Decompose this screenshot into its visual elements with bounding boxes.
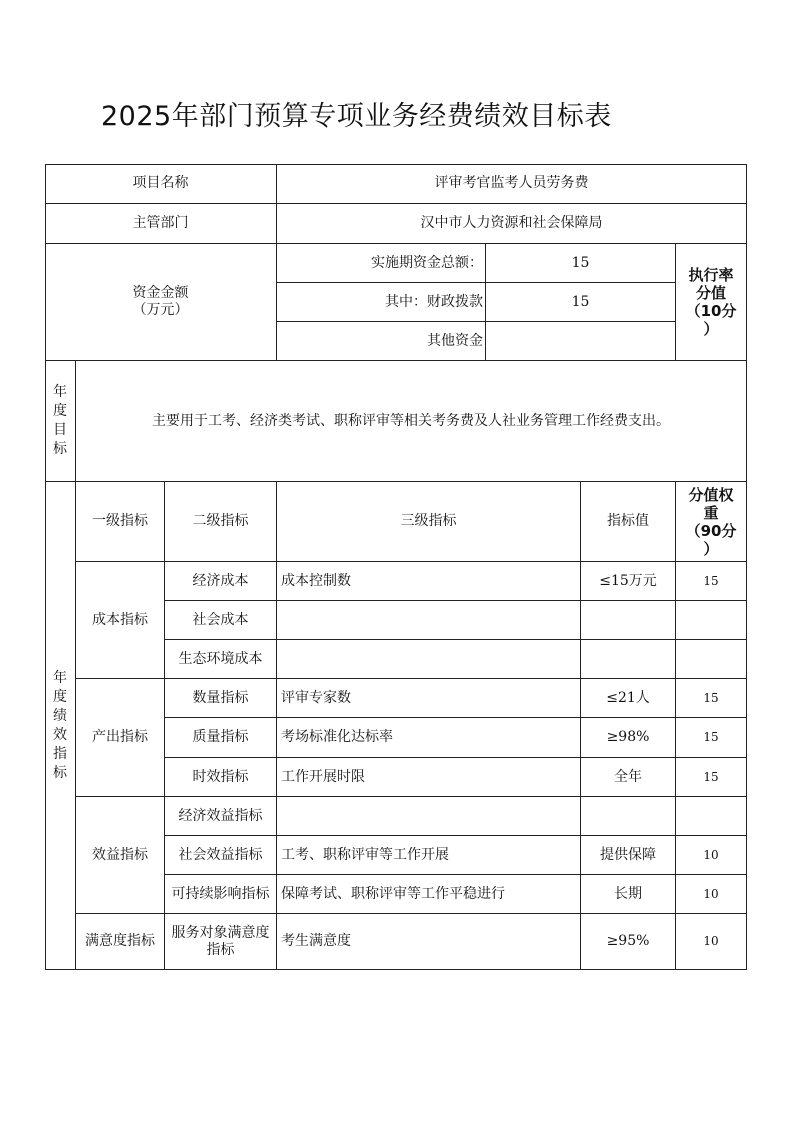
row-value: ≤15万元 bbox=[581, 562, 676, 601]
row-weight: 15 bbox=[676, 679, 747, 718]
row-level3: 工作开展时限 bbox=[277, 758, 581, 797]
row-level3: 考生满意度 bbox=[277, 914, 581, 970]
annual-goal-label bbox=[45, 361, 76, 482]
level1-satisfaction: 满意度指标 bbox=[76, 914, 165, 970]
row-level3: 保障考试、职称评审等工作平稳进行 bbox=[277, 875, 581, 914]
page-title: 2025年部门预算专项业务经费绩效目标表 bbox=[101, 101, 612, 132]
indicators-section-label-text: 年 度 绩 效 指 标 bbox=[53, 669, 67, 781]
row-weight: 10 bbox=[676, 914, 747, 970]
funds-other-value bbox=[486, 322, 676, 361]
row-value: 长期 bbox=[581, 875, 676, 914]
row-level2: 生态环境成本 bbox=[165, 640, 277, 679]
row-level3 bbox=[277, 797, 581, 836]
row-level2: 时效指标 bbox=[165, 758, 277, 797]
row-value: ≥98% bbox=[581, 718, 676, 758]
row-level3 bbox=[277, 601, 581, 640]
funds-other-label: 其他资金 bbox=[277, 322, 486, 361]
level1-output: 产出指标 bbox=[76, 679, 165, 797]
project-name-label: 项目名称 bbox=[45, 164, 277, 204]
row-level2: 社会效益指标 bbox=[165, 836, 277, 875]
header-value: 指标值 bbox=[581, 482, 676, 562]
row-level3: 成本控制数 bbox=[277, 562, 581, 601]
row-level2: 服务对象满意度指标 bbox=[165, 914, 277, 970]
row-level2: 数量指标 bbox=[165, 679, 277, 718]
row-weight bbox=[676, 601, 747, 640]
funds-total-value: 15 bbox=[486, 244, 676, 283]
row-weight: 15 bbox=[676, 758, 747, 797]
level1-benefit: 效益指标 bbox=[76, 797, 165, 914]
header-level1: 一级指标 bbox=[76, 482, 165, 562]
row-weight bbox=[676, 640, 747, 679]
row-level3: 工考、职称评审等工作开展 bbox=[277, 836, 581, 875]
row-level2: 社会成本 bbox=[165, 601, 277, 640]
dept-label: 主管部门 bbox=[45, 204, 277, 244]
funds-total-label: 实施期资金总额： bbox=[277, 244, 486, 283]
annual-goal-label-text: 年 度 目 标 bbox=[53, 384, 67, 457]
performance-table bbox=[45, 164, 747, 970]
row-value bbox=[581, 640, 676, 679]
row-level2: 经济效益指标 bbox=[165, 797, 277, 836]
dept-value: 汉中市人力资源和社会保障局 bbox=[277, 204, 747, 244]
exec-rate-score: 执行率 分值 （10分 ） bbox=[676, 244, 747, 361]
funds-fiscal-value: 15 bbox=[486, 283, 676, 322]
row-level3: 评审专家数 bbox=[277, 679, 581, 718]
project-name-value: 评审考官监考人员劳务费 bbox=[277, 164, 747, 204]
row-value: 全年 bbox=[581, 758, 676, 797]
row-value bbox=[581, 601, 676, 640]
funds-fiscal-label: 其中：财政拨款 bbox=[277, 283, 486, 322]
indicators-section-label bbox=[45, 482, 76, 970]
level1-cost: 成本指标 bbox=[76, 562, 165, 679]
row-value: ≥95% bbox=[581, 914, 676, 970]
header-level2: 二级指标 bbox=[165, 482, 277, 562]
annual-goal-value: 主要用于工考、经济类考试、职称评审等相关考务费及人社业务管理工作经费支出。 bbox=[76, 361, 747, 482]
row-value: ≤21人 bbox=[581, 679, 676, 718]
row-weight: 15 bbox=[676, 562, 747, 601]
row-value bbox=[581, 797, 676, 836]
row-weight: 10 bbox=[676, 836, 747, 875]
row-level2: 质量指标 bbox=[165, 718, 277, 758]
funds-label: 资金金额 （万元） bbox=[45, 244, 277, 361]
row-weight: 15 bbox=[676, 718, 747, 758]
row-level2: 可持续影响指标 bbox=[165, 875, 277, 914]
header-weight: 分值权 重 （90分 ） bbox=[676, 482, 747, 562]
row-value: 提供保障 bbox=[581, 836, 676, 875]
row-weight: 10 bbox=[676, 875, 747, 914]
header-level3: 三级指标 bbox=[277, 482, 581, 562]
row-level3 bbox=[277, 640, 581, 679]
row-weight bbox=[676, 797, 747, 836]
row-level2: 经济成本 bbox=[165, 562, 277, 601]
row-level3: 考场标准化达标率 bbox=[277, 718, 581, 758]
